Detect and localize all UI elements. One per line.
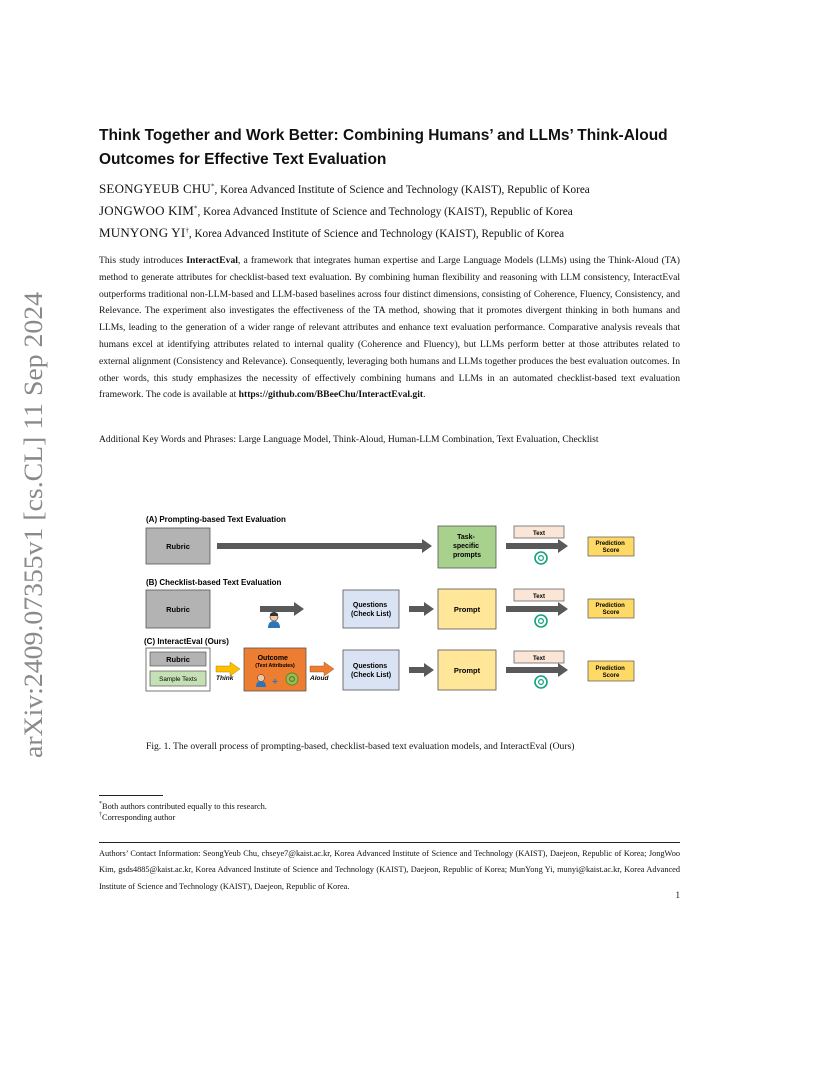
author-mark: * bbox=[211, 182, 215, 191]
framework-name: InteractEval bbox=[186, 255, 238, 266]
prediction-score-line: Prediction bbox=[595, 541, 625, 547]
footnote-mark: * bbox=[99, 801, 102, 807]
arrow bbox=[506, 663, 568, 677]
prompt-label: Prompt bbox=[453, 666, 481, 675]
author-mark: * bbox=[194, 204, 198, 213]
think-arrow bbox=[216, 662, 240, 676]
task-prompts-line: prompts bbox=[453, 552, 481, 559]
author-line-3 bbox=[99, 225, 564, 241]
outcome-subtitle: (Text Attributes) bbox=[255, 663, 295, 669]
arrow bbox=[217, 539, 432, 553]
contact-rule bbox=[99, 842, 680, 843]
rubric-label: Rubric bbox=[166, 542, 190, 551]
text-label: Text bbox=[533, 594, 545, 600]
panel-b-label: (B) Checklist-based Text Evaluation bbox=[146, 578, 282, 587]
task-prompts-line: specific bbox=[452, 543, 480, 550]
prediction-score-line: Score bbox=[602, 548, 620, 554]
arrow bbox=[506, 539, 568, 553]
code-link[interactable]: https://github.com/BBeeChu/InteractEval.git bbox=[238, 389, 424, 401]
author-mark: † bbox=[185, 226, 189, 235]
rubric-label: Rubric bbox=[166, 655, 190, 664]
author-name: SEONGYEUB CHU bbox=[99, 181, 212, 196]
questions-box bbox=[343, 590, 399, 628]
prediction-score-line: Score bbox=[602, 673, 620, 679]
footnote-mark: † bbox=[99, 812, 102, 818]
contact-information: Authors’ Contact Information: SeongYeub Chu, chseye7@kaist.ac.kr, Korea Advanced Institute of Science and Technology (KAIST), Daejeon, Republic of Korea; JongWoo Kim, gsds4885@kaist.ac.kr, Korea Advanced Institute of Science and Technology (KAIST), Daejeon, Republic of Korea; MunYong Yi, munyi@kaist.ac.kr, Korea Advanced Institute of Science and Technology (KAIST), Daejeon, Republic of Korea. bbox=[99, 849, 680, 891]
openai-icon bbox=[535, 676, 547, 688]
plus-icon: + bbox=[272, 677, 278, 688]
openai-icon bbox=[535, 552, 547, 564]
questions-line: Questions bbox=[352, 602, 388, 609]
figure-caption: Fig. 1. The overall process of prompting-based, checklist-based text evaluation models, and InteractEval (Ours) bbox=[146, 741, 575, 752]
abstract bbox=[99, 253, 680, 404]
author-affiliation: , Korea Advanced Institute of Science and Technology (KAIST), Republic of Korea bbox=[188, 228, 565, 240]
author-name: MUNYONG YI bbox=[99, 225, 186, 240]
author-affiliation: , Korea Advanced Institute of Science and Technology (KAIST), Republic of Korea bbox=[197, 206, 573, 218]
abstract-text: This study introduces bbox=[99, 255, 187, 266]
sample-texts-label: Sample Texts bbox=[159, 676, 197, 683]
page-number: 1 bbox=[675, 890, 680, 900]
questions-line: (Check List) bbox=[350, 672, 392, 679]
arxiv-sidebar bbox=[10, 290, 50, 760]
author-line-1 bbox=[99, 181, 590, 197]
text-label: Text bbox=[533, 656, 545, 662]
footnote-rule bbox=[99, 795, 163, 796]
figure-1 bbox=[140, 510, 660, 695]
abstract-text: . bbox=[423, 389, 426, 401]
questions-box bbox=[343, 650, 399, 690]
footnote-text: Corresponding author bbox=[102, 812, 176, 822]
openai-icon bbox=[286, 673, 298, 685]
arxiv-id: arXiv:2409.07355v1 [cs.CL] 11 Sep 2024 bbox=[19, 321, 48, 758]
questions-line: Questions bbox=[352, 663, 388, 670]
questions-line: (Check List) bbox=[350, 611, 392, 618]
openai-icon bbox=[535, 615, 547, 627]
rubric-label: Rubric bbox=[166, 605, 190, 614]
prompt-label: Prompt bbox=[453, 605, 481, 614]
task-prompts-line: Task- bbox=[457, 534, 475, 541]
paper-title: Think Together and Work Better: Combining Humans’ and LLMs’ Think-Aloud Outcomes for Effective Text Evaluation bbox=[99, 127, 668, 168]
panel-c-label: (C) InteractEval (Ours) bbox=[144, 637, 229, 646]
text-label: Text bbox=[533, 531, 545, 537]
panel-a-label: (A) Prompting-based Text Evaluation bbox=[146, 515, 286, 524]
abstract-text: , a framework that integrates human expertise and Large Language Models (LLMs) using the Think-Aloud (TA) method to generate attributes for checklist-based text evaluation. By combining human flexibility and reasoning with LLM consistency, InteractEval outperforms traditional non-LLM-based and LLM-based baselines across four distinct dimensions, consisting of Coherence, Fluency, Consistency, and Relevance. The experiment also investigates the effectiveness of the TA method, showing that it promotes divergent thinking in both humans and LLMs, leading to the generation of a wider range of relevant attributes and enhance text evaluation performance. Comparative analysis reveals that humans excel at identifying attributes related to internal quality (Coherence and Fluency), but LLMs perform better at those attributes related to external alignment (Consistency and Relevance). Consequently, leveraging both humans and LLMs together produces the best evaluation outcomes. In other words, this study emphasizes the necessity of effectively combining humans and LLMs in an automated checklist-based text evaluation framework. The code is available at bbox=[99, 255, 680, 401]
aloud-arrow bbox=[310, 662, 334, 676]
human-icon bbox=[268, 612, 280, 628]
author-affiliation: , Korea Advanced Institute of Science and Technology (KAIST), Republic of Korea bbox=[214, 184, 590, 196]
arrow bbox=[260, 602, 304, 616]
arrow bbox=[409, 663, 434, 677]
prediction-score-line: Prediction bbox=[595, 603, 625, 609]
outcome-title: Outcome bbox=[257, 655, 288, 662]
author-name: JONGWOO KIM bbox=[99, 203, 194, 218]
author-line-2 bbox=[99, 203, 573, 219]
keywords: Additional Key Words and Phrases: Large Language Model, Think-Aloud, Human-LLM Combination, Text Evaluation, Checklist bbox=[99, 434, 599, 445]
prediction-score-line: Prediction bbox=[595, 666, 625, 672]
footnote-1 bbox=[99, 801, 267, 811]
prediction-score-line: Score bbox=[602, 610, 620, 616]
arrow bbox=[409, 602, 434, 616]
footnote-2 bbox=[99, 812, 175, 822]
arrow bbox=[506, 602, 568, 616]
footnote-text: Both authors contributed equally to this research. bbox=[102, 801, 267, 811]
think-label: Think bbox=[216, 675, 234, 682]
aloud-label: Aloud bbox=[310, 675, 329, 682]
